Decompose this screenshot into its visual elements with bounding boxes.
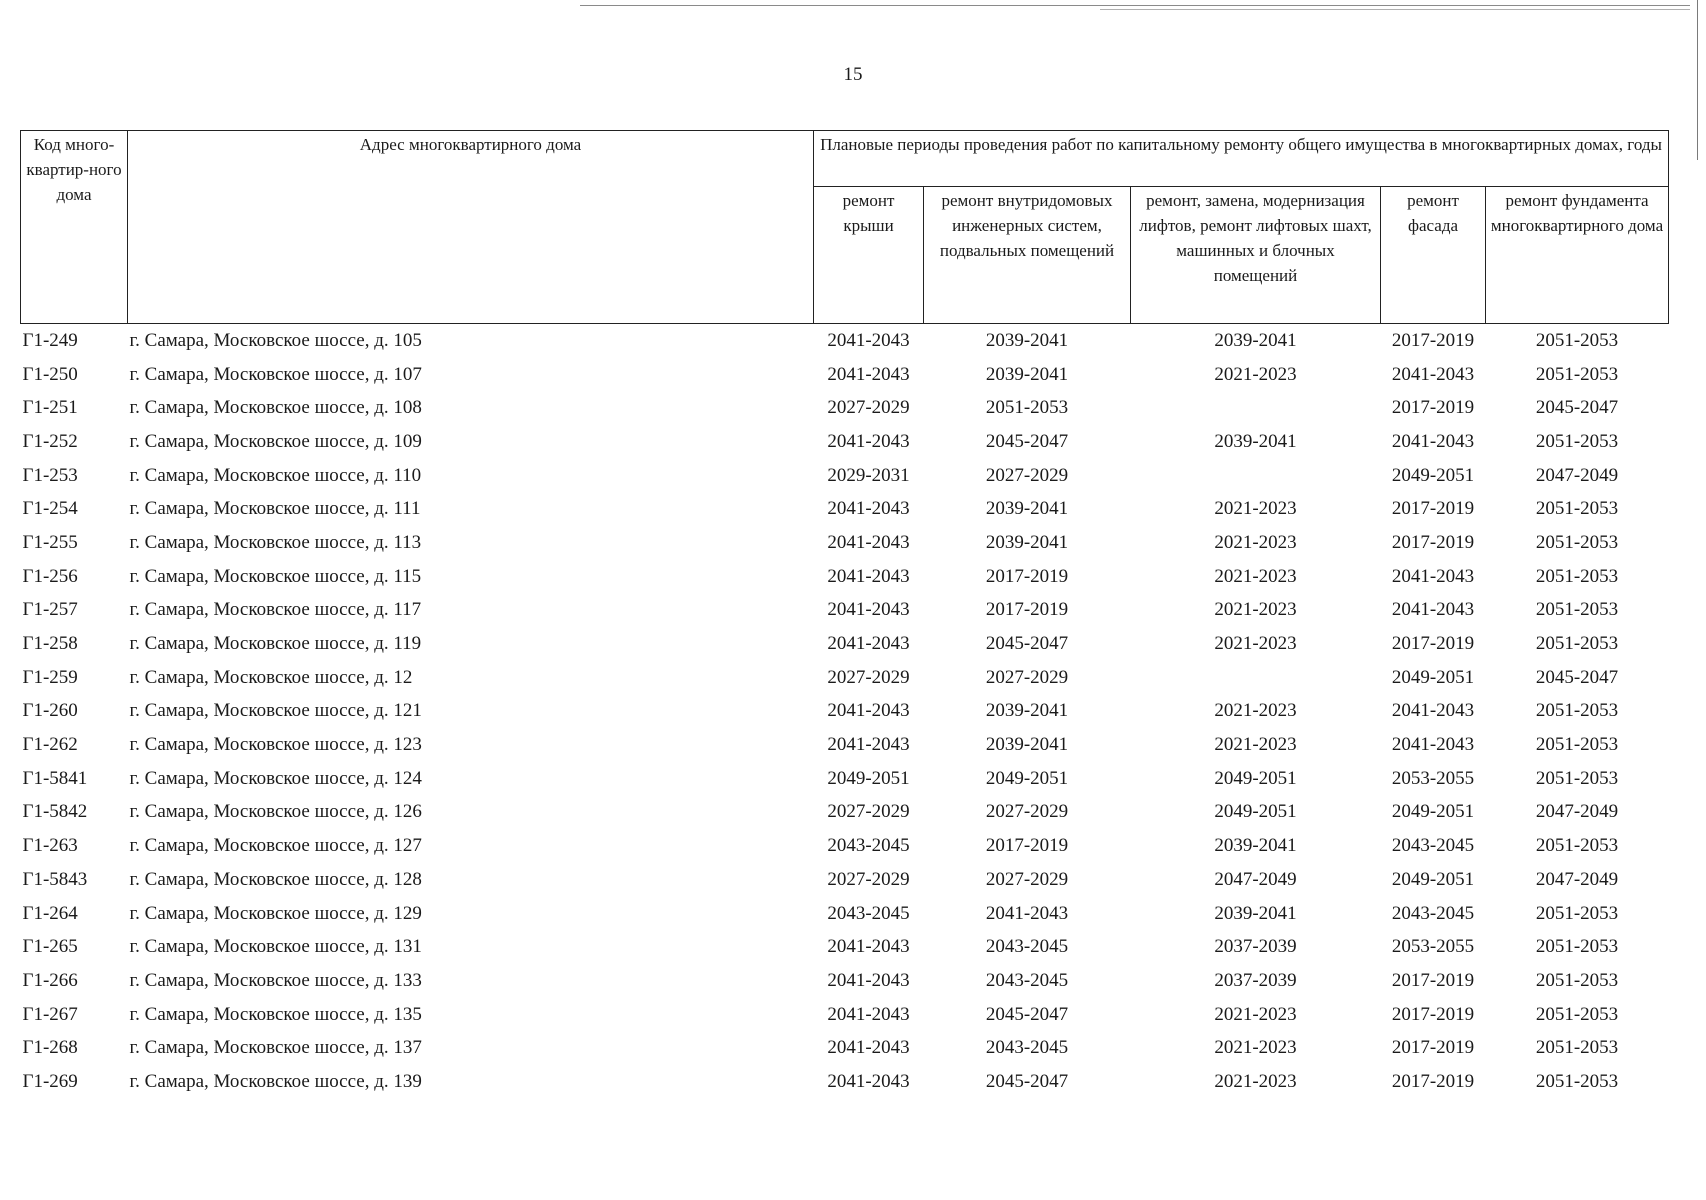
cell-elevator: 2021-2023 <box>1214 1003 1297 1025</box>
cell-address: г. Самара, Московское шоссе, д. 108 <box>129 397 422 419</box>
cell-engineering: 2017-2019 <box>985 599 1069 621</box>
cell-code: Г1-257 <box>22 599 78 621</box>
cell-address: г. Самара, Московское шоссе, д. 133 <box>129 969 422 991</box>
cell-code: Г1-253 <box>22 464 78 486</box>
cell-facade: 2017-2019 <box>1391 1037 1475 1059</box>
header-engineering: ремонт внутридомовых инженерных систем, подвальных помещений <box>924 186 1131 323</box>
cell-facade: 2017-2019 <box>1391 397 1475 419</box>
cell-roof: 2027-2029 <box>827 397 910 419</box>
cell-elevator: 2021-2023 <box>1214 734 1297 756</box>
cell-roof: 2041-2043 <box>827 498 910 520</box>
cell-foundation: 2045-2047 <box>1535 397 1619 419</box>
cell-roof: 2041-2043 <box>827 734 910 756</box>
cell-roof: 2041-2043 <box>827 430 910 452</box>
table-row <box>21 1065 1669 1099</box>
cell-engineering: 2045-2047 <box>985 633 1069 655</box>
cell-elevator: 2021-2023 <box>1214 363 1297 385</box>
cell-roof: 2041-2043 <box>827 633 910 655</box>
cell-roof: 2049-2051 <box>827 767 910 789</box>
cell-engineering: 2045-2047 <box>985 430 1069 452</box>
cell-address: г. Самара, Московское шоссе, д. 137 <box>129 1037 422 1059</box>
cell-foundation: 2047-2049 <box>1535 801 1619 823</box>
cell-address: г. Самара, Московское шоссе, д. 121 <box>129 700 422 722</box>
header-foundation: ремонт фундамента многоквартирного дома <box>1486 186 1669 323</box>
capital-repair-table <box>20 130 1669 1099</box>
cell-foundation: 2051-2053 <box>1535 1037 1619 1059</box>
cell-foundation: 2051-2053 <box>1535 1070 1619 1092</box>
cell-facade: 2041-2043 <box>1391 734 1475 756</box>
cell-roof: 2041-2043 <box>827 1070 910 1092</box>
cell-engineering: 2039-2041 <box>985 498 1069 520</box>
scan-border-line-secondary <box>1100 9 1690 10</box>
cell-engineering: 2039-2041 <box>985 531 1069 553</box>
cell-roof: 2027-2029 <box>827 801 910 823</box>
cell-code: Г1-265 <box>22 936 78 958</box>
cell-engineering: 2039-2041 <box>985 700 1069 722</box>
cell-address: г. Самара, Московское шоссе, д. 111 <box>129 498 421 520</box>
cell-address: г. Самара, Московское шоссе, д. 135 <box>129 1003 422 1025</box>
cell-foundation: 2051-2053 <box>1535 734 1619 756</box>
cell-engineering: 2045-2047 <box>985 1003 1069 1025</box>
cell-engineering: 2017-2019 <box>985 565 1069 587</box>
cell-roof: 2041-2043 <box>827 700 910 722</box>
cell-code: Г1-250 <box>22 363 78 385</box>
cell-address: г. Самара, Московское шоссе, д. 124 <box>129 767 422 789</box>
cell-code: Г1-269 <box>22 1070 78 1092</box>
table-row <box>21 526 1669 560</box>
cell-facade: 2049-2051 <box>1391 464 1475 486</box>
header-elevator: ремонт, замена, модернизация лифтов, ремонт лифтовых шахт, машинных и блочных помещений <box>1131 186 1381 323</box>
scan-border-line <box>580 5 1690 6</box>
cell-code: Г1-264 <box>22 902 78 924</box>
cell-elevator: 2021-2023 <box>1214 1037 1297 1059</box>
cell-roof: 2029-2031 <box>827 464 910 486</box>
table-row <box>21 358 1669 392</box>
cell-engineering: 2027-2029 <box>985 868 1069 890</box>
cell-elevator: 2021-2023 <box>1214 633 1297 655</box>
cell-code: Г1-255 <box>22 531 78 553</box>
cell-roof: 2027-2029 <box>827 666 910 688</box>
table-row <box>21 627 1669 661</box>
cell-code: Г1-263 <box>22 835 78 857</box>
table-row <box>21 391 1669 425</box>
cell-facade: 2017-2019 <box>1391 1003 1475 1025</box>
cell-facade: 2053-2055 <box>1391 767 1475 789</box>
page-number: 15 <box>843 64 863 85</box>
table-row <box>21 998 1669 1032</box>
cell-elevator <box>1131 391 1381 425</box>
cell-elevator <box>1131 661 1381 695</box>
cell-engineering: 2017-2019 <box>985 835 1069 857</box>
table-row <box>21 695 1669 729</box>
table-row <box>21 492 1669 526</box>
cell-elevator: 2047-2049 <box>1214 868 1297 890</box>
cell-facade: 2049-2051 <box>1391 666 1475 688</box>
cell-elevator: 2021-2023 <box>1214 531 1297 553</box>
table-row <box>21 930 1669 964</box>
table-row <box>21 863 1669 897</box>
cell-roof: 2041-2043 <box>827 1037 910 1059</box>
cell-elevator: 2049-2051 <box>1214 767 1297 789</box>
table-row <box>21 829 1669 863</box>
cell-roof: 2027-2029 <box>827 868 910 890</box>
cell-roof: 2041-2043 <box>827 565 910 587</box>
cell-roof: 2043-2045 <box>827 835 910 857</box>
cell-engineering: 2039-2041 <box>985 329 1069 351</box>
cell-code: Г1-5841 <box>22 767 88 789</box>
table-row <box>21 594 1669 628</box>
cell-elevator <box>1131 459 1381 493</box>
cell-foundation: 2045-2047 <box>1535 666 1619 688</box>
header-code: Код много-квартир-ного дома <box>21 131 128 324</box>
cell-facade: 2043-2045 <box>1391 835 1475 857</box>
cell-engineering: 2039-2041 <box>985 734 1069 756</box>
cell-elevator: 2037-2039 <box>1214 936 1297 958</box>
cell-elevator: 2039-2041 <box>1214 902 1297 924</box>
cell-foundation: 2051-2053 <box>1535 633 1619 655</box>
cell-facade: 2053-2055 <box>1391 936 1475 958</box>
cell-address: г. Самара, Московское шоссе, д. 131 <box>129 936 422 958</box>
cell-elevator: 2037-2039 <box>1214 969 1297 991</box>
table-row <box>21 425 1669 459</box>
table-row <box>21 1031 1669 1065</box>
header-row-top <box>21 131 1669 187</box>
cell-address: г. Самара, Московское шоссе, д. 123 <box>129 734 422 756</box>
table-row <box>21 324 1669 358</box>
cell-facade: 2041-2043 <box>1391 565 1475 587</box>
cell-code: Г1-267 <box>22 1003 78 1025</box>
cell-roof: 2041-2043 <box>827 1003 910 1025</box>
cell-code: Г1-256 <box>22 565 78 587</box>
cell-code: Г1-262 <box>22 734 78 756</box>
cell-facade: 2017-2019 <box>1391 1070 1475 1092</box>
cell-foundation: 2047-2049 <box>1535 868 1619 890</box>
table-row <box>21 796 1669 830</box>
table-row <box>21 728 1669 762</box>
cell-address: г. Самара, Московское шоссе, д. 115 <box>129 565 422 587</box>
cell-code: Г1-5842 <box>22 801 88 823</box>
cell-code: Г1-251 <box>22 397 78 419</box>
cell-facade: 2017-2019 <box>1391 531 1475 553</box>
cell-foundation: 2051-2053 <box>1535 1003 1619 1025</box>
cell-facade: 2017-2019 <box>1391 498 1475 520</box>
cell-facade: 2017-2019 <box>1391 969 1475 991</box>
cell-foundation: 2047-2049 <box>1535 464 1619 486</box>
cell-engineering: 2027-2029 <box>985 801 1069 823</box>
cell-address: г. Самара, Московское шоссе, д. 119 <box>129 633 422 655</box>
cell-facade: 2041-2043 <box>1391 700 1475 722</box>
cell-foundation: 2051-2053 <box>1535 430 1619 452</box>
table-body <box>21 324 1669 1099</box>
header-facade: ремонт фасада <box>1381 186 1486 323</box>
cell-code: Г1-268 <box>22 1037 78 1059</box>
cell-code: Г1-254 <box>22 498 78 520</box>
cell-facade: 2049-2051 <box>1391 801 1475 823</box>
cell-elevator: 2021-2023 <box>1214 599 1297 621</box>
cell-foundation: 2051-2053 <box>1535 363 1619 385</box>
cell-foundation: 2051-2053 <box>1535 767 1619 789</box>
cell-roof: 2041-2043 <box>827 969 910 991</box>
cell-roof: 2041-2043 <box>827 531 910 553</box>
cell-facade: 2041-2043 <box>1391 363 1475 385</box>
cell-code: Г1-249 <box>22 329 78 351</box>
cell-facade: 2049-2051 <box>1391 868 1475 890</box>
cell-code: Г1-258 <box>22 633 78 655</box>
table-row <box>21 897 1669 931</box>
cell-engineering: 2043-2045 <box>985 969 1069 991</box>
cell-engineering: 2051-2053 <box>985 397 1069 419</box>
cell-roof: 2043-2045 <box>827 902 910 924</box>
cell-elevator: 2049-2051 <box>1214 801 1297 823</box>
header-periods: Плановые периоды проведения работ по капитальному ремонту общего имущества в многоквартирных домах, годы <box>814 131 1669 187</box>
cell-elevator: 2039-2041 <box>1214 329 1297 351</box>
table-row <box>21 459 1669 493</box>
cell-address: г. Самара, Московское шоссе, д. 139 <box>129 1070 422 1092</box>
cell-roof: 2041-2043 <box>827 599 910 621</box>
cell-facade: 2041-2043 <box>1391 430 1475 452</box>
table-row <box>21 560 1669 594</box>
cell-elevator: 2021-2023 <box>1214 700 1297 722</box>
cell-code: Г1-5843 <box>22 868 88 890</box>
cell-engineering: 2039-2041 <box>985 363 1069 385</box>
table-row <box>21 762 1669 796</box>
cell-facade: 2017-2019 <box>1391 329 1475 351</box>
cell-elevator: 2021-2023 <box>1214 498 1297 520</box>
cell-elevator: 2039-2041 <box>1214 430 1297 452</box>
cell-engineering: 2045-2047 <box>985 1070 1069 1092</box>
cell-elevator: 2021-2023 <box>1214 565 1297 587</box>
cell-foundation: 2051-2053 <box>1535 969 1619 991</box>
cell-roof: 2041-2043 <box>827 329 910 351</box>
cell-address: г. Самара, Московское шоссе, д. 117 <box>129 599 422 621</box>
cell-roof: 2041-2043 <box>827 363 910 385</box>
cell-code: Г1-252 <box>22 430 78 452</box>
cell-foundation: 2051-2053 <box>1535 835 1619 857</box>
cell-foundation: 2051-2053 <box>1535 329 1619 351</box>
cell-foundation: 2051-2053 <box>1535 599 1619 621</box>
cell-address: г. Самара, Московское шоссе, д. 110 <box>129 464 422 486</box>
cell-foundation: 2051-2053 <box>1535 565 1619 587</box>
cell-address: г. Самара, Московское шоссе, д. 107 <box>129 363 422 385</box>
table-row <box>21 661 1669 695</box>
cell-engineering: 2043-2045 <box>985 936 1069 958</box>
cell-facade: 2043-2045 <box>1391 902 1475 924</box>
cell-engineering: 2043-2045 <box>985 1037 1069 1059</box>
cell-code: Г1-260 <box>22 700 78 722</box>
cell-foundation: 2051-2053 <box>1535 700 1619 722</box>
cell-address: г. Самара, Московское шоссе, д. 109 <box>129 430 422 452</box>
cell-address: г. Самара, Московское шоссе, д. 113 <box>129 531 422 553</box>
cell-engineering: 2027-2029 <box>985 666 1069 688</box>
cell-facade: 2041-2043 <box>1391 599 1475 621</box>
table-row <box>21 964 1669 998</box>
cell-elevator: 2021-2023 <box>1214 1070 1297 1092</box>
cell-address: г. Самара, Московское шоссе, д. 105 <box>129 329 422 351</box>
cell-facade: 2017-2019 <box>1391 633 1475 655</box>
cell-address: г. Самара, Московское шоссе, д. 129 <box>129 902 422 924</box>
header-roof: ремонт крыши <box>814 186 924 323</box>
cell-engineering: 2027-2029 <box>985 464 1069 486</box>
cell-code: Г1-266 <box>22 969 78 991</box>
cell-engineering: 2049-2051 <box>985 767 1069 789</box>
cell-engineering: 2041-2043 <box>985 902 1069 924</box>
cell-foundation: 2051-2053 <box>1535 531 1619 553</box>
cell-address: г. Самара, Московское шоссе, д. 12 <box>129 666 413 688</box>
cell-foundation: 2051-2053 <box>1535 498 1619 520</box>
cell-address: г. Самара, Московское шоссе, д. 127 <box>129 835 422 857</box>
cell-address: г. Самара, Московское шоссе, д. 126 <box>129 801 422 823</box>
cell-foundation: 2051-2053 <box>1535 902 1619 924</box>
cell-roof: 2041-2043 <box>827 936 910 958</box>
header-address: Адрес многоквартирного дома <box>128 131 814 324</box>
cell-address: г. Самара, Московское шоссе, д. 128 <box>129 868 422 890</box>
cell-code: Г1-259 <box>22 666 78 688</box>
cell-elevator: 2039-2041 <box>1214 835 1297 857</box>
cell-foundation: 2051-2053 <box>1535 936 1619 958</box>
